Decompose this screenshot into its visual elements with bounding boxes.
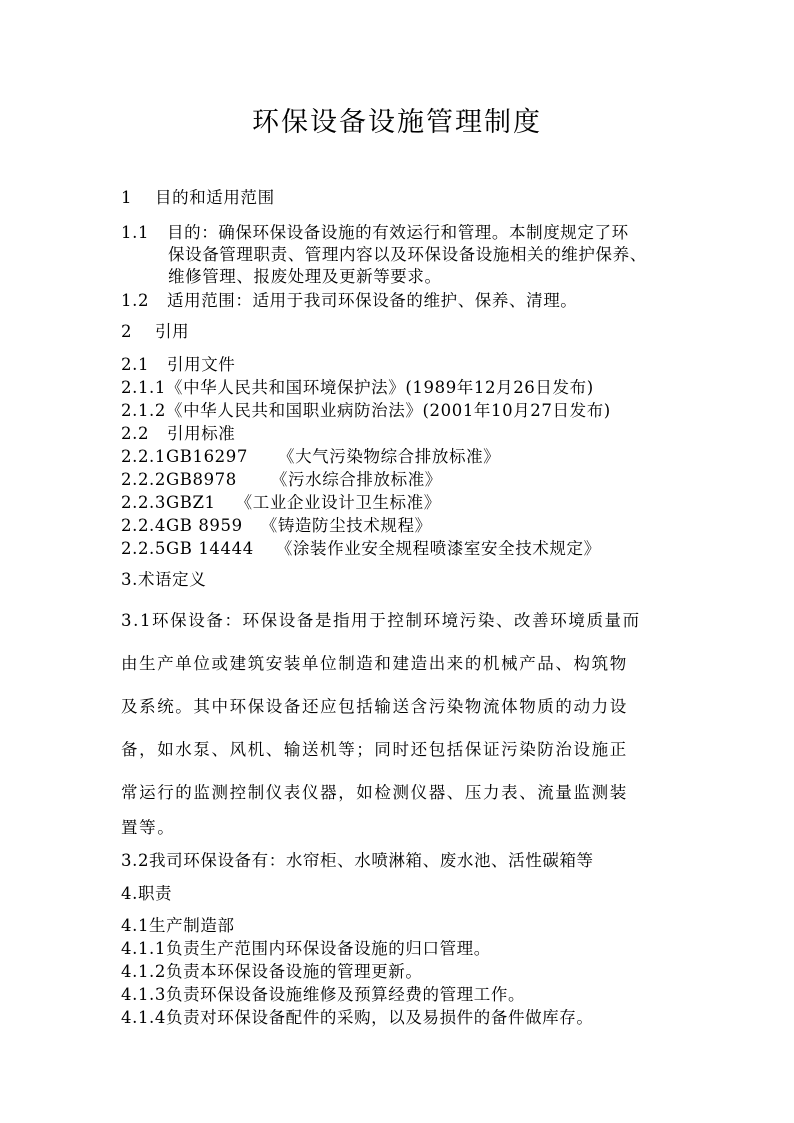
standard-name: 《大气污染物综合排放标准》 bbox=[277, 447, 501, 466]
section-number: 2.2 bbox=[121, 424, 150, 443]
standard-code: 2.2.1GB16297 bbox=[121, 447, 248, 466]
section-4-item: 4.1.1负责生产范围内环保设备设施的归口管理。 bbox=[121, 939, 491, 958]
section-text: 目的：确保环保设备设施的有效运行和管理。本制度规定了环 bbox=[167, 223, 629, 242]
section-2-heading bbox=[121, 321, 189, 343]
section-3-1-line: 由生产单位或建筑安装单位制造和建造出来的机械产品、构筑物 bbox=[121, 654, 628, 673]
section-4-item: 4.1.4负责对环保设备配件的采购，以及易损件的备件做库存。 bbox=[121, 1008, 594, 1027]
section-3-1-line: 及系统。其中环保设备还应包括输送含污染物流体物质的动力设 bbox=[121, 697, 628, 716]
standard-item bbox=[121, 492, 441, 514]
section-number: 1 bbox=[121, 188, 133, 207]
document-title: 环保设备设施管理制度 bbox=[252, 107, 542, 138]
section-3-1-line: 常运行的监测控制仪表仪器，如检测仪器、压力表、流量监测装 bbox=[121, 783, 628, 802]
section-text: 适用范围：适用于我司环保设备的维护、保养、清理。 bbox=[167, 291, 578, 310]
section-number: 1.2 bbox=[121, 291, 150, 310]
section-1-1-line-3: 维修管理、报废处理及更新等要求。 bbox=[168, 267, 442, 286]
section-4-heading: 4.职责 bbox=[121, 884, 173, 903]
section-1-heading bbox=[121, 187, 275, 209]
standard-code: 2.2.3GBZ1 bbox=[121, 493, 216, 512]
section-1-1-line-2: 保设备管理职责、管理内容以及环保设备设施相关的维护保养、 bbox=[168, 245, 647, 264]
section-1-1-line-1 bbox=[121, 222, 629, 244]
section-2-1-1: 2.1.1《中华人民共和国环境保护法》(1989年12月26日发布) bbox=[121, 378, 594, 397]
standard-item bbox=[121, 515, 432, 537]
section-4-item: 4.1.3负责环保设备设施维修及预算经费的管理工作。 bbox=[121, 985, 526, 1004]
section-text: 引用 bbox=[155, 322, 190, 341]
section-3-1-line: 备，如水泵、风机、输送机等；同时还包括保证污染防治设施正 bbox=[121, 740, 628, 759]
section-4-item: 4.1.2负责本环保设备设施的管理更新。 bbox=[121, 962, 423, 981]
section-3-2: 3.2我司环保设备有：水帘柜、水喷淋箱、废水池、活性碳箱等 bbox=[121, 851, 594, 870]
section-1-2 bbox=[121, 290, 577, 312]
section-text: 目的和适用范围 bbox=[155, 188, 275, 207]
standard-code: 2.2.2GB8978 bbox=[121, 470, 237, 489]
standard-code: 2.2.4GB 8959 bbox=[121, 516, 243, 535]
section-2-1 bbox=[121, 354, 235, 376]
standard-code: 2.2.5GB 14444 bbox=[121, 539, 254, 558]
standard-item bbox=[121, 538, 601, 560]
section-number: 2 bbox=[121, 322, 133, 341]
standard-item bbox=[121, 469, 442, 491]
section-3-1-line: 置等。 bbox=[121, 818, 176, 837]
section-number: 1.1 bbox=[121, 223, 150, 242]
standard-item bbox=[121, 446, 500, 468]
section-3-heading: 3.术语定义 bbox=[121, 570, 207, 589]
standard-name: 《工业企业设计卫生标准》 bbox=[235, 493, 441, 512]
section-3-1-line: 3.1环保设备：环保设备是指用于控制环境污染、改善环境质量而 bbox=[121, 611, 641, 630]
section-2-2 bbox=[121, 423, 235, 445]
section-2-1-2: 2.1.2《中华人民共和国职业病防治法》(2001年10月27日发布) bbox=[121, 401, 611, 420]
standard-name: 《污水综合排放标准》 bbox=[270, 470, 442, 489]
section-text: 引用文件 bbox=[167, 355, 236, 374]
section-text: 引用标准 bbox=[167, 424, 236, 443]
standard-name: 《铸造防尘技术规程》 bbox=[260, 516, 432, 535]
section-4-1: 4.1生产制造部 bbox=[121, 916, 235, 935]
section-number: 2.1 bbox=[121, 355, 150, 374]
standard-name: 《涂装作业安全规程喷漆室安全技术规定》 bbox=[275, 539, 601, 558]
